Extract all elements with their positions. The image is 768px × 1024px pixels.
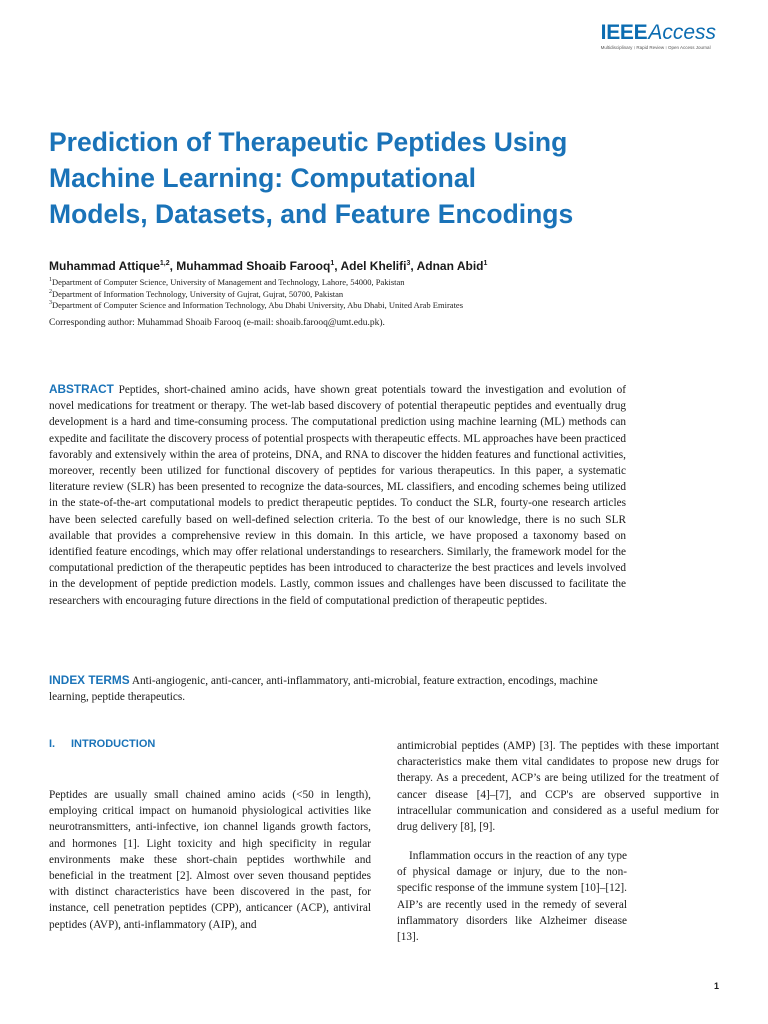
affiliation-text: Department of Information Technology, University of Gujrat, Gujrat, 50700, Pakistan	[52, 289, 344, 299]
ieee-access-logo	[601, 22, 716, 51]
logo-tagline: Multidisciplinary ⁝ Rapid Review ⁝ Open Access Journal	[600, 45, 711, 50]
title-line-1: Prediction of Therapeutic Peptides Using	[49, 127, 568, 157]
body-paragraph-right-2: Inflammation occurs in the reaction of any type of physical damage or injury, due to the non-specific response of the immune system [10]–[12]. AIP’s are recently used in the remedy of several inflammatory disorders like Alzheimer disease [13].	[397, 850, 627, 944]
index-terms-heading: INDEX TERMS	[49, 673, 130, 687]
affiliation-sup: 2	[49, 289, 52, 296]
index-terms-text: Anti-angiogenic, anti-cancer, anti-inflammatory, anti-microbial, feature extraction, encodings, machine learning, peptide therapeutics.	[49, 675, 598, 704]
corresponding-author: Corresponding author: Muhammad Shoaib Farooq (e-mail: shoaib.farooq@umt.edu.pk).	[49, 318, 385, 328]
author-list	[49, 259, 487, 273]
body-paragraph-right-1: antimicrobial peptides (AMP) [3]. The peptides with these important characteristics make them vital candidates to propose new drugs for therapy. As a precedent, ACP’s are being utilized for the treatment of cancer disease [4]–[7], and CCP's are observed supportive in intracellular communication and considered as a useful medium for drug delivery [8], [9].	[397, 740, 719, 834]
affiliation-2	[49, 289, 343, 299]
index-terms	[49, 672, 626, 705]
logo-access: Access	[648, 21, 716, 44]
author-affil-sup: 3	[406, 260, 411, 267]
author-affil-sup: 1	[483, 260, 488, 267]
title-line-2: Machine Learning: Computational	[49, 163, 476, 193]
author-affil-sup: 1	[330, 260, 335, 267]
author-affil-sup: 1,2	[159, 260, 170, 267]
page-number: 1	[713, 981, 719, 991]
affiliation-text: Department of Computer Science and Information Technology, Abu Dhabi University, Abu Dhabi, United Arab Emirates	[52, 300, 464, 310]
affiliation-3	[49, 300, 463, 310]
affiliation-1	[49, 277, 405, 287]
author-sep: ,	[334, 259, 341, 273]
logo-ieee: IEEE	[600, 21, 648, 44]
abstract	[49, 381, 626, 609]
author-name: Adel Khelifi	[340, 259, 407, 273]
section-heading	[49, 738, 155, 750]
body-paragraph-left: Peptides are usually small chained amino acids (<50 in length), employing critical impact on humanoid physiological activities like neurotransmitters, anti-infective, ion channel ligands growth factors, and hormones [1]. Light toxicity and high specificity in regular environments make these short-chain peptides worthwhile and beneficial in the treatment [2]. Almost over seven thousand peptides with distinct characteristics have been discovered in the past, for instance, cell penetration peptides (CPP), anticancer (ACP), antiviral peptides (AVP), anti-inflammatory (AIP), and	[49, 789, 371, 931]
section-title: INTRODUCTION	[71, 738, 156, 750]
logo-wordmark	[601, 22, 716, 44]
author-name: Muhammad Attique	[49, 259, 160, 273]
author-name: Adnan Abid	[416, 259, 484, 273]
affiliation-text: Department of Computer Science, University of Management and Technology, Lahore, 54000, Pakistan	[52, 277, 405, 287]
author-sep: ,	[410, 259, 417, 273]
affiliation-sup: 3	[49, 300, 52, 307]
author-sep: ,	[169, 259, 177, 273]
author-name: Muhammad Shoaib Farooq	[176, 259, 331, 273]
abstract-heading: ABSTRACT	[49, 382, 114, 396]
affiliation-sup: 1	[49, 277, 52, 284]
section-number: I.	[49, 738, 56, 750]
abstract-text: Peptides, short-chained amino acids, have shown great potentials toward the investigation and evolution of novel medications for treatment or therapy. The wet-lab based discovery of potential therapeutic peptides and eventually drug development is a hard and time-consuming process. The computational prediction using machine learning (ML) methods can expedite and facilitate the discovery process of potential prospects with therapeutic effects. ML approaches have been practiced favorably and extensively within the area of proteins, DNA, and RNA to discover the hidden features and functional activities, moreover, recently been utilized for functional discovery of peptides for various therapeutics. In this paper, a systematic literature review (SLR) has been presented to recognize the data-sources, ML classifiers, and encoding schemes being utilized in the state-of-the-art computational models to predict therapeutic peptides. To conduct the SLR, fourty-one research articles have been selected carefully based on well-defined selection criteria. To the best of our knowledge, there is no such SLR available that provides a comprehensive review in this domain. In this article, we have proposed a taxonomy based on identified feature encodings, which may offer relational understandings to researchers. Similarly, the framework model for the computational prediction of the therapeutic peptides has been introduced to characterize the best practices and levels involved in the development of peptide prediction models. Lastly, common issues and challenges have been discussed to facilitate the researchers with encouraging future directions in the field of computational prediction of therapeutic peptides.	[49, 384, 626, 607]
paper-title	[49, 124, 739, 232]
title-line-3: Models, Datasets, and Feature Encodings	[49, 199, 574, 229]
